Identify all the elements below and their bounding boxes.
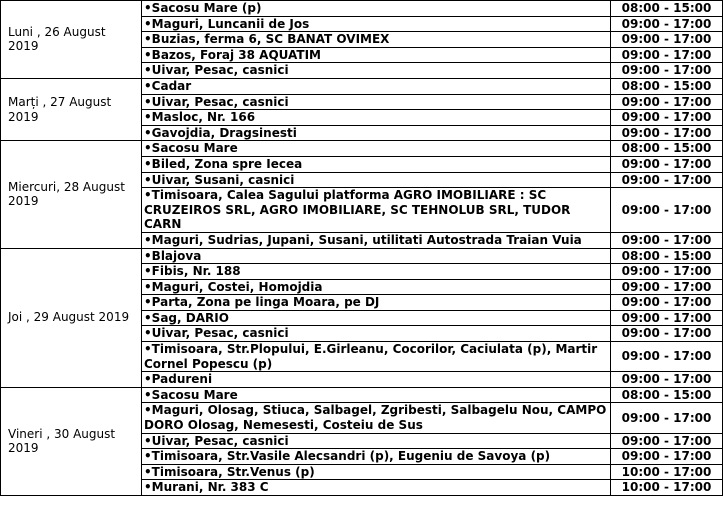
table-row — [1, 78, 723, 94]
location-cell: •Timisoara, Str.Vasile Alecsandri (p), Eugeniu de Savoya (p) — [142, 449, 611, 465]
location-cell: •Murani, Nr. 383 C — [142, 480, 611, 496]
time-cell: 09:00 - 17:00 — [611, 110, 723, 126]
day-cell: Marți , 27 August 2019 — [1, 78, 142, 140]
time-cell: 09:00 - 17:00 — [611, 326, 723, 342]
location-cell: •Parta, Zona pe linga Moara, pe DJ — [142, 295, 611, 311]
location-cell: •Padureni — [142, 372, 611, 388]
time-cell: 09:00 - 17:00 — [611, 125, 723, 141]
time-cell: 09:00 - 17:00 — [611, 372, 723, 388]
time-cell: 09:00 - 17:00 — [611, 16, 723, 32]
location-cell: •Biled, Zona spre Iecea — [142, 156, 611, 172]
location-cell: •Gavojdia, Dragsinesti — [142, 125, 611, 141]
time-cell: 09:00 - 17:00 — [611, 232, 723, 248]
time-cell: 09:00 - 17:00 — [611, 295, 723, 311]
table-row — [1, 141, 723, 157]
day-cell: Luni , 26 August 2019 — [1, 1, 142, 79]
location-cell: •Maguri, Sudrias, Jupani, Susani, utilitati Autostrada Traian Vuia — [142, 232, 611, 248]
time-cell: 09:00 - 17:00 — [611, 403, 723, 433]
location-cell: •Maguri, Costei, Homojdia — [142, 279, 611, 295]
table-row — [1, 387, 723, 403]
day-cell: Joi , 29 August 2019 — [1, 248, 142, 387]
time-cell: 08:00 - 15:00 — [611, 78, 723, 94]
time-cell: 09:00 - 17:00 — [611, 279, 723, 295]
location-cell: •Timisoara, Calea Sagului platforma AGRO IMOBILIARE : SC CRUZEIROS SRL, AGRO IMOBILIARE, SC TEHNOLUB SRL, TUDOR CARN — [142, 188, 611, 233]
location-cell: •Fibis, Nr. 188 — [142, 264, 611, 280]
location-cell: •Uivar, Pesac, casnici — [142, 94, 611, 110]
time-cell: 10:00 - 17:00 — [611, 480, 723, 496]
time-cell: 09:00 - 17:00 — [611, 63, 723, 79]
day-cell: Vineri , 30 August 2019 — [1, 387, 142, 495]
time-cell: 09:00 - 17:00 — [611, 94, 723, 110]
table-row — [1, 1, 723, 17]
location-cell: •Sacosu Mare — [142, 141, 611, 157]
location-cell: •Uivar, Pesac, casnici — [142, 326, 611, 342]
time-cell: 09:00 - 17:00 — [611, 449, 723, 465]
time-cell: 09:00 - 17:00 — [611, 47, 723, 63]
time-cell: 09:00 - 17:00 — [611, 342, 723, 372]
time-cell: 09:00 - 17:00 — [611, 156, 723, 172]
location-cell: •Uivar, Pesac, casnici — [142, 433, 611, 449]
location-cell: •Uivar, Susani, casnici — [142, 172, 611, 188]
time-cell: 08:00 - 15:00 — [611, 248, 723, 264]
location-cell: •Bazos, Foraj 38 AQUATIM — [142, 47, 611, 63]
location-cell: •Maguri, Luncanii de Jos — [142, 16, 611, 32]
location-cell: •Sacosu Mare — [142, 387, 611, 403]
location-cell: •Timisoara, Str.Plopului, E.Girleanu, Cocorilor, Caciulata (p), Martir Cornel Popescu (p) — [142, 342, 611, 372]
time-cell: 09:00 - 17:00 — [611, 172, 723, 188]
time-cell: 09:00 - 17:00 — [611, 310, 723, 326]
location-cell: •Uivar, Pesac, casnici — [142, 63, 611, 79]
time-cell: 10:00 - 17:00 — [611, 464, 723, 480]
table-row — [1, 248, 723, 264]
location-cell: •Masloc, Nr. 166 — [142, 110, 611, 126]
schedule-body — [1, 1, 723, 496]
day-cell: Miercuri, 28 August 2019 — [1, 141, 142, 248]
time-cell: 08:00 - 15:00 — [611, 141, 723, 157]
location-cell: •Buzias, ferma 6, SC BANAT OVIMEX — [142, 32, 611, 48]
location-cell: •Sacosu Mare (p) — [142, 1, 611, 17]
location-cell: •Blajova — [142, 248, 611, 264]
location-cell: •Sag, DARIO — [142, 310, 611, 326]
time-cell: 09:00 - 17:00 — [611, 433, 723, 449]
location-cell: •Timisoara, Str.Venus (p) — [142, 464, 611, 480]
time-cell: 08:00 - 15:00 — [611, 387, 723, 403]
location-cell: •Cadar — [142, 78, 611, 94]
location-cell: •Maguri, Olosag, Stiuca, Salbagel, Zgribesti, Salbagelu Nou, CAMPO DORO Olosag, Nemesesti, Costeiu de Sus — [142, 403, 611, 433]
time-cell: 09:00 - 17:00 — [611, 188, 723, 233]
time-cell: 09:00 - 17:00 — [611, 264, 723, 280]
time-cell: 09:00 - 17:00 — [611, 32, 723, 48]
time-cell: 08:00 - 15:00 — [611, 1, 723, 17]
